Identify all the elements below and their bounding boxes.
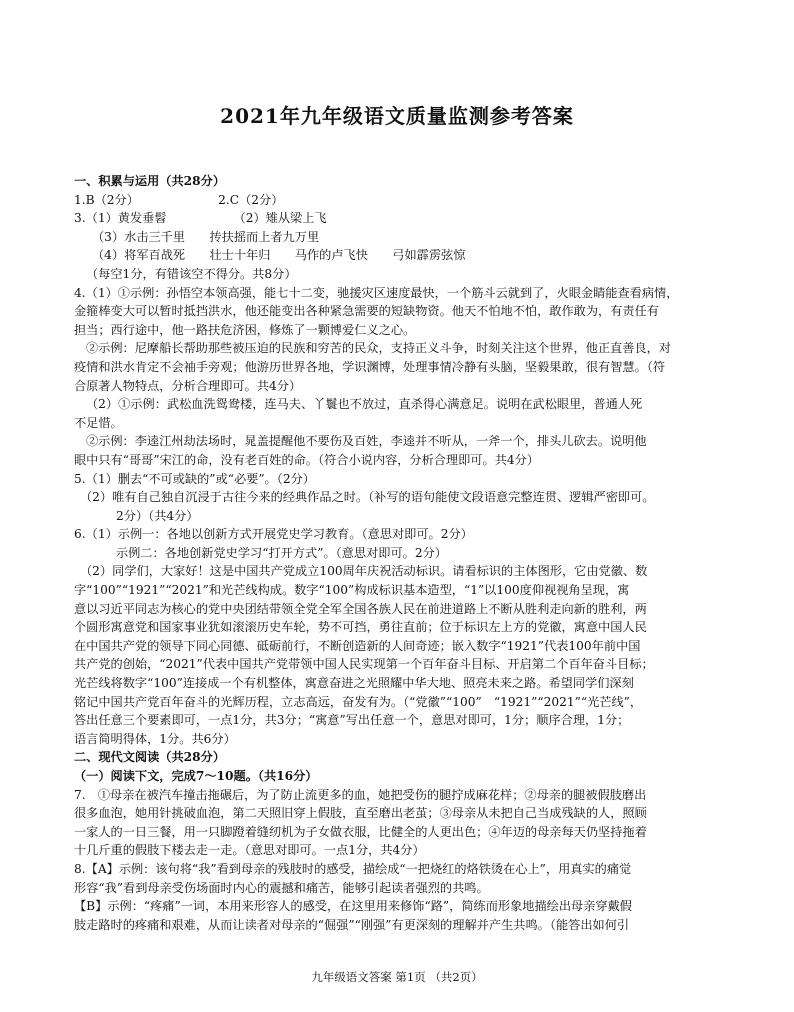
answer-line: 不足惜。 — [74, 415, 123, 430]
answer-line: 1.B（2分） 2.C（2分） — [74, 192, 284, 207]
answer-line: 很多血泡，她用针挑破血泡，第二天照旧穿上假肢，直至磨出老茧；③母亲从未把自己当成残缺的人，照顾 — [74, 806, 647, 821]
answer-line: 担当；西行途中，他一路扶危济困，修炼了一颗博爱仁义之心。 — [74, 322, 416, 337]
answer-line: 共产党的创始，“2021”代表中国共产党带领中国人民实现第一个百年奋斗目标、开启第二个百年奋斗目标； — [74, 657, 654, 672]
answer-line: 一家人的一日三餐，用一只脚蹬着缝纫机为子女做衣服，比健全的人更出色；④年迈的母亲每天仍坚持拖着 — [74, 824, 647, 839]
answer-line: 5.（1）删去“不可或缺的”或“必要”。（2分） — [74, 471, 315, 486]
answer-line: （2）同学们，大家好！这是中国共产党成立100周年庆祝活动标识。请看标识的主体图形，它由党徽、数 — [80, 564, 648, 579]
section-heading: 二、现代文阅读（共28分） — [74, 750, 226, 765]
answer-body — [74, 172, 726, 934]
answer-line: （3）水击三千里 抟扶摇而上者九万里 — [92, 229, 320, 244]
answer-line: 【B】示例：“疼痛”一词，本用来形容人的感受，在这里用来修饰“路”，简练而形象地描绘出母亲穿戴假 — [74, 899, 632, 914]
answer-line: 答出任意三个要素即可，一点1分，共3分；“寓意”写出任意一个，意思对即可，1分；顺序合理，1分； — [74, 713, 630, 728]
answer-line: 4.（1）①示例：孙悟空本领高强，能七十二变，驰援灾区速度最快，一个筋斗云就到了，火眼金睛能查看病情， — [74, 285, 679, 300]
section-heading: 一、积累与运用（共28分） — [74, 174, 226, 188]
answer-line: 肢走路时的疼痛和艰难，从而让读者对母亲的“倔强”“刚强”有更深刻的理解并产生共鸣。（能答出如何引 — [74, 917, 630, 932]
answer-line: ②示例：尼摩船长帮助那些被压迫的民族和穷苦的民众，支持正义斗争，时刻关注这个世界，他正直善良，对 — [86, 341, 671, 356]
answer-line: 铭记中国共产党百年奋斗的光辉历程，立志高远，奋发有为。（“党徽”“100” “1921”“2021”“光芒线”， — [74, 694, 643, 709]
answer-line: 示例二：各地创新党史学习“打开方式”。（意思对即可。2分） — [116, 545, 447, 560]
answer-line: 在中国共产党的领导下同心同德、砥砺前行，不断创造新的人间奇迹；嵌入数字“1921”代表100年前中国 — [74, 638, 641, 653]
answer-line: 2分）（共4分） — [116, 508, 199, 523]
answer-line: 3.（1）黄发垂髫 （2）雉从梁上飞 — [74, 211, 327, 226]
answer-line: 十几斤重的假肢下楼去走一走。（意思对即可。一点1分，共4分） — [74, 843, 425, 858]
answer-line: 合原著人物特点，分析合理即可。共4分） — [74, 378, 302, 393]
answer-line: 意以习近平同志为核心的党中央团结带领全党全军全国各族人民在前进道路上不断从胜利走向新的胜利，两 — [74, 601, 647, 616]
answer-line: （每空1分，有错该空不得分。共8分） — [86, 266, 297, 281]
answer-line: 字“100”“1921”“2021”和光芒线构成。数字“100”构成标识基本造型，“1”以100度仰视视角呈现，寓 — [74, 583, 630, 598]
answer-line: 个圆形寓意党和国家事业犹如滚滚历史车轮，势不可挡，勇往直前；位于标识左上方的党徽，寓意中国人民 — [74, 620, 647, 635]
answer-line: 金箍棒变大可以暂时抵挡洪水，他还能变出各种紧急需要的短缺物资。他天不怕地不怕，敢作敢为，有责任有 — [74, 304, 659, 319]
answer-line: 语言简明得体，1分。共6分） — [74, 731, 236, 746]
page-footer: 九年级语文答案 第1页 （共2页） — [311, 970, 483, 984]
answer-line: 光芒线将数字“100”连接成一个有机整体，寓意奋进之光照耀中华大地、照亮未来之路。希望同学们深刻 — [74, 676, 634, 691]
section-heading: （一）阅读下文，完成7～10题。（共16分） — [74, 769, 318, 783]
answer-line: 疫情和洪水肯定不会袖手旁观；他游历世界各地，学识渊博，处理事情冷静有头脑，坚毅果敢，很有智慧。（符 — [74, 359, 666, 374]
answer-line: 6.（1）示例一：各地以创新方式开展党史学习教育。（意思对即可。2分） — [74, 527, 473, 542]
answer-line: （2）唯有自己独自沉浸于古往今来的经典作品之时。（补写的语句能使文段语意完整连贯、逻辑严密即可。 — [80, 490, 655, 505]
answer-line: 8.【A】示例：该句将“我”看到母亲的残肢时的感受，描绘成“一把烧红的烙铁烫在心上”，用真实的痛觉 — [74, 861, 632, 876]
answer-line: （4）将军百战死 壮士十年归 马作的卢飞快 弓如霹雳弦惊 — [92, 248, 466, 263]
answer-line: 7. ①母亲在被汽车撞击拖碾后，为了防止流更多的血，她把受伤的腿拧成麻花样；②母亲的腿被假肢磨出 — [74, 787, 647, 802]
answer-line: 形容“我”看到母亲受伤场面时内心的震撼和痛苦，能够引起读者强烈的共鸣。 — [74, 880, 489, 895]
answer-line: ②示例：李逵江州劫法场时，晁盖提醒他不要伤及百姓，李逵并不听从，一斧一个，排头儿砍去。说明他 — [86, 434, 647, 449]
page-title: 2021年九年级语文质量监测参考答案 — [220, 104, 574, 128]
answer-line: 眼中只有“哥哥”宋江的命，没有老百姓的命。（符合小说内容，分析合理即可。共4分） — [74, 452, 540, 467]
answer-line: （2）①示例：武松血洗鸳鸯楼，连马夫、丫鬟也不放过，直杀得心满意足。说明在武松眼里，普通人死 — [86, 397, 643, 412]
